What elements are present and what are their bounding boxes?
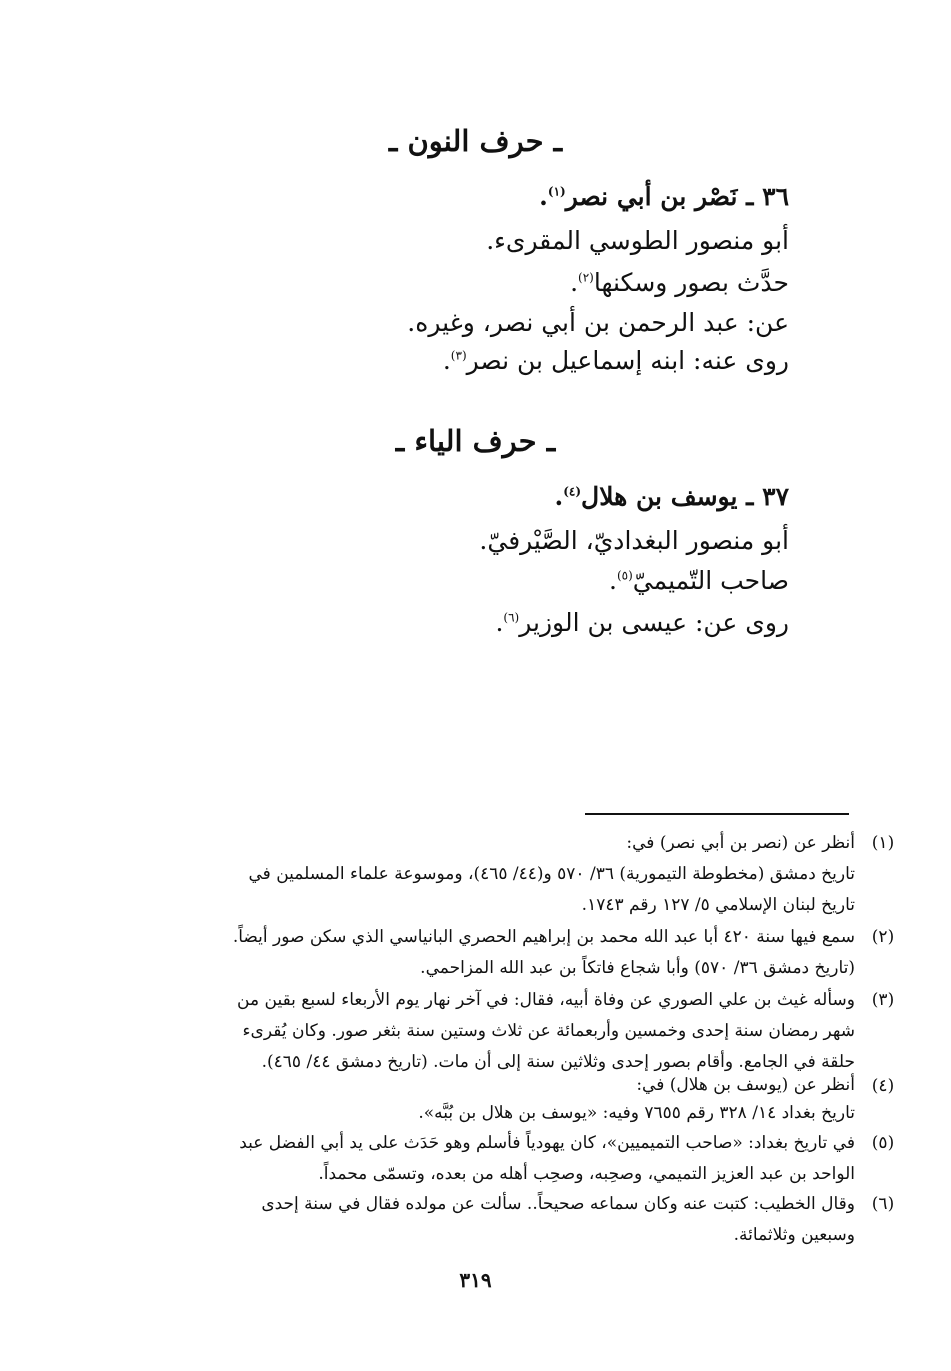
footnote-1-line: تاريخ لبنان الإسلامي ٥/ ١٢٧ رقم ١٧٤٣. [581,895,855,915]
footnote-3 [133,985,855,1078]
section-heading-nun: ـ حرف النون ـ [388,124,563,158]
footnote-6 [133,1189,855,1251]
footnote-5 [133,1128,855,1190]
footnote-ref-4: (٤) [563,484,582,499]
footnote-4-line: تاريخ بغداد ١٤/ ٣٢٨ رقم ٧٦٥٥ وفيه: «يوسف بن هلال بن بُبَّه». [418,1103,855,1123]
entry-36-name: ٣٦ ـ نَصْر بن أبي نصر [565,182,789,211]
footnote-separator [585,813,849,815]
footnote-6-line: وقال الخطيب: كتبت عنه وكان سماعه صحيحاً.. سألت عن مولده فقال في سنة إحدى [261,1194,855,1214]
footnote-number-1: (١) [871,833,895,853]
footnote-ref-3: (٣) [450,348,467,363]
entry-36-kunya: أبو منصور الطوسي المقرىء. [486,226,789,255]
footnote-5-line: في تاريخ بغداد: «صاحب التميميين»، كان يهودياً فأسلم وهو حَدَث على يد أبي الفضل عبد [239,1133,855,1153]
page-number: ٣١٩ [459,1268,492,1292]
footnote-number-5: (٥) [871,1133,895,1153]
entry-37-name: ٣٧ ـ يوسف بن هلال [581,482,789,511]
footnote-2 [133,922,855,984]
footnote-ref-5: (٥) [616,568,633,583]
footnote-4 [133,1071,855,1127]
footnote-6-line: وسبعين وثلاثمائة. [733,1225,855,1245]
footnote-number-6: (٦) [871,1194,895,1214]
entry-37-teachers: روى عن: عيسى بن الوزير$^{(٦)}$. [495,608,789,637]
entry-37-teachers-text: روى عن: عيسى بن الوزير [519,608,789,637]
footnote-number-3: (٣) [871,990,895,1010]
entry-36-students: روى عنه: ابنه إسماعيل بن نصر$^{(٣)}$. [442,346,789,375]
entry-36-residence-text: حدَّث بصور وسكنها [593,268,789,297]
footnote-3-line: وسأله غيث بن علي الصوري عن وفاة أبيه، فقال: في آخر نهار يوم الأربعاء لسبع بقين من [237,990,855,1010]
entry-37-companion-text: صاحب التّميميّ [632,566,789,595]
entry-37-title: ٣٧ ـ يوسف بن هلال$^{(٤)}$. [554,482,789,511]
entry-36-residence: حدَّث بصور وسكنها$^{(٢)}$. [570,268,789,297]
footnote-3-line: حلقة في الجامع. وأقام بصور إحدى وثلاثين سنة إلى أن مات. (تاريخ دمشق ٤٤/ ٤٦٥). [261,1052,855,1072]
footnote-5-line: الواحد بن عبد العزيز التميمي، وصحِبه، وصحِب أهله من بعده، وتسمّى محمداً. [318,1164,855,1184]
entry-36-title: ٣٦ ـ نَصْر بن أبي نصر$^{(١)}$. [539,182,789,211]
section-heading-ya: ـ حرف الياء ـ [395,424,556,458]
footnote-number-2: (٢) [871,927,895,947]
footnote-ref-1: (١) [547,184,566,199]
entry-36-students-text: روى عنه: ابنه إسماعيل بن نصر [466,346,789,375]
footnote-2-line: سمع فيها سنة ٤٢٠ أبا عبد الله محمد بن إبراهيم الحصري البانياسي الذي سكن صور أيضاً. [232,927,855,947]
footnote-3-line: شهر رمضان سنة إحدى وخمسين وأربعمائة عن ثلاث وستين سنة بثغر صور. وكان يُقرىء [242,1021,855,1041]
footnote-1-line: أنظر عن (نصر بن أبي نصر) في: [626,833,855,853]
footnote-2-line: (تاريخ دمشق ٣٦/ ٥٧٠) وأبا شجاع فاتكاً بن عبد الله المزاحمي. [420,958,855,978]
footnote-1 [133,828,855,921]
entry-37-kunya: أبو منصور البغداديّ، الصَّيْرفيّ. [479,526,789,555]
footnote-ref-6: (٦) [503,610,520,625]
entry-37-companion: صاحب التّميميّ$^{(٥)}$. [609,566,789,595]
footnote-number-4: (٤) [871,1076,895,1096]
footnote-4-line: أنظر عن (يوسف بن هلال) في: [636,1075,855,1095]
footnote-1-line: تاريخ دمشق (مخطوطة التيمورية) ٣٦/ ٥٧٠ و(٤٤/ ٤٦٥)، وموسوعة علماء المسلمين في [248,864,855,884]
entry-36-teachers: عن: عبد الرحمن بن أبي نصر، وغيره. [407,308,789,337]
footnote-ref-2: (٢) [578,270,594,285]
